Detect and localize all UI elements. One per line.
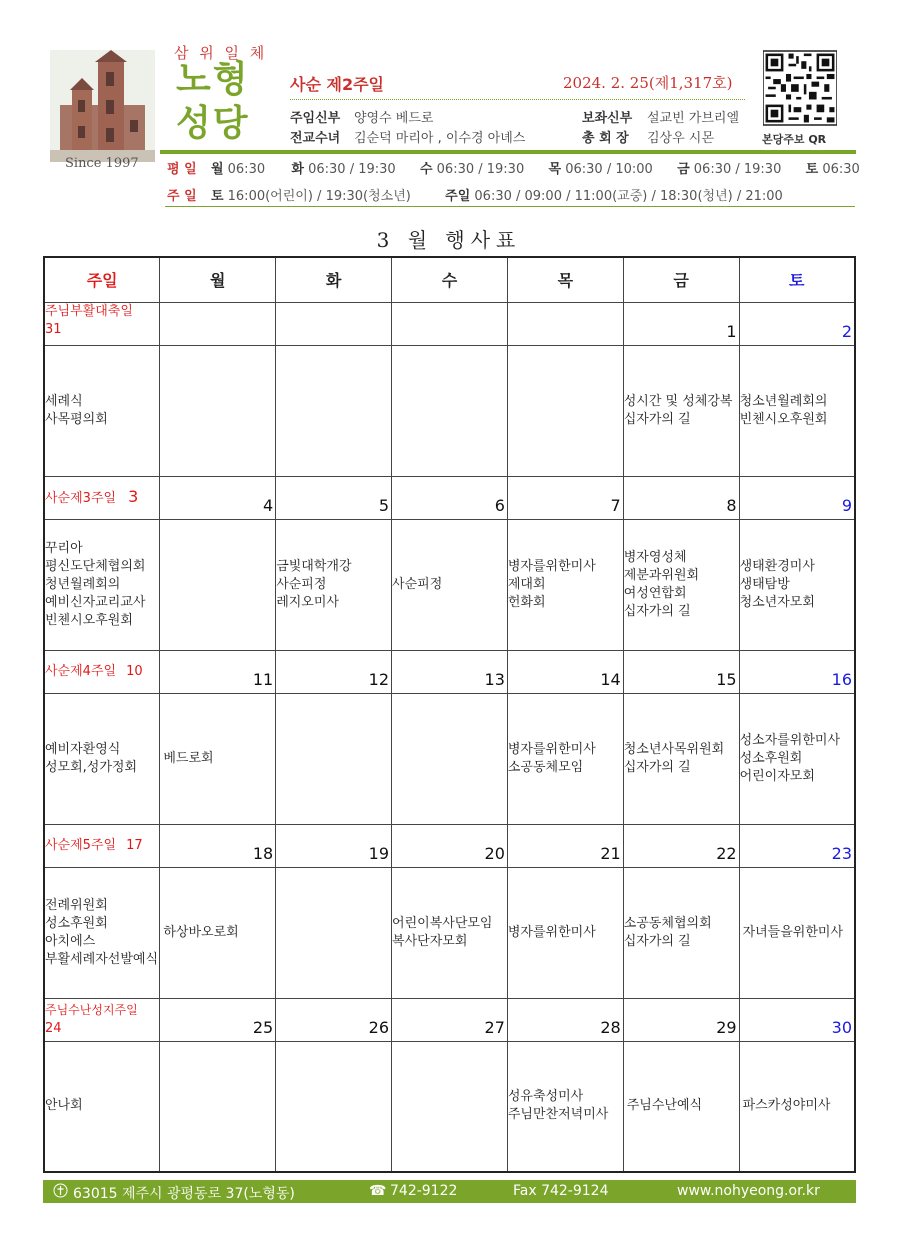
thursday-date-cell: 21 <box>507 824 623 867</box>
wednesday-events-cell <box>392 1041 508 1172</box>
monday-date-cell <box>160 302 276 345</box>
event-item: 병자를위한미사 <box>507 924 596 940</box>
sunday-date-number: 10 <box>126 663 143 679</box>
friday-date-cell: 1 <box>623 302 739 345</box>
dotted-divider <box>290 99 745 100</box>
mass-day: 토 <box>805 162 819 177</box>
sunday-date-cell <box>44 824 160 867</box>
sunday-date-cell <box>44 650 160 693</box>
saturday-date-cell: 2 <box>739 302 855 345</box>
event-item: 자녀들을위한미사 <box>742 924 844 940</box>
mass-time: 06:30 <box>227 162 266 177</box>
friday-events-cell <box>623 867 739 998</box>
weekday-mass-times <box>167 158 860 177</box>
wednesday-events-cell <box>392 519 508 650</box>
wednesday-date-cell: 6 <box>392 476 508 519</box>
sunday-liturgy-label <box>45 663 159 681</box>
monday-date-cell: 25 <box>160 998 276 1041</box>
tuesday-date-cell <box>276 302 392 345</box>
tuesday-date-cell: 12 <box>276 650 392 693</box>
assistant-name: 설교빈 가브리엘 <box>647 111 740 126</box>
mass-time: 06:30 / 19:30 <box>308 162 396 177</box>
sunday-events-cell <box>44 345 160 476</box>
pastor-label: 주임신부 <box>290 111 341 126</box>
mass-time: 06:30 <box>822 162 860 177</box>
event-item: 병자를위한미사 <box>507 741 596 757</box>
event-item: 소공동체모임 <box>507 759 584 775</box>
mass-day: 화 <box>291 162 304 177</box>
tuesday-events-cell <box>276 693 392 824</box>
event-item: 제대회 <box>507 576 546 592</box>
event-item: 하상바오로회 <box>163 924 239 940</box>
event-item: 병자영성체 <box>623 549 687 565</box>
event-item: 꾸리아 <box>45 540 83 556</box>
friday-events-cell <box>623 693 739 824</box>
thursday-events-cell <box>507 693 623 824</box>
tuesday-date-cell: 26 <box>276 998 392 1041</box>
sunday-liturgy-label <box>45 1001 159 1038</box>
saturday-events-cell <box>739 345 855 476</box>
header-monday: 월 <box>160 257 276 302</box>
monday-date-cell: 4 <box>160 476 276 519</box>
calendar-body <box>44 302 855 1172</box>
calendar-date-row <box>44 476 855 519</box>
mass-day: 금 <box>677 162 690 177</box>
sunday-liturgy-label <box>45 837 159 855</box>
calendar-date-row <box>44 302 855 345</box>
mass-time: 06:30 / 09:00 / 11:00(교중) / 18:30(청년) / 21:00 <box>474 189 783 204</box>
saturday-events-cell <box>739 1041 855 1172</box>
thursday-date-cell: 28 <box>507 998 623 1041</box>
page-title: 3 월 행사표 <box>376 228 522 252</box>
tuesday-events-cell <box>276 1041 392 1172</box>
header-friday: 금 <box>623 257 739 302</box>
event-item: 병자를위한미사 <box>507 558 596 574</box>
header-sunday: 주일 <box>44 257 160 302</box>
sunday-date-cell <box>44 998 160 1041</box>
event-item: 부활세례자선발예식 <box>45 951 159 967</box>
mass-day: 월 <box>210 162 224 177</box>
mass-day: 수 <box>419 162 433 177</box>
calendar-date-row <box>44 650 855 693</box>
thursday-date-cell: 14 <box>507 650 623 693</box>
sunday-liturgy-label <box>45 303 159 339</box>
mass-time: 06:30 / 19:30 <box>436 162 525 177</box>
event-item: 생태탐방 <box>739 576 790 592</box>
event-item: 주님수난예식 <box>626 1098 703 1114</box>
event-item: 베드로회 <box>163 750 214 766</box>
since-year: Since 1997 <box>65 156 139 171</box>
calendar-events-row <box>44 693 855 824</box>
liturgical-week: 사순 제2주일 <box>290 75 384 94</box>
event-item: 십자가의 길 <box>623 411 691 427</box>
pastor-name: 양영수 베드로 <box>354 111 434 126</box>
event-item: 생태환경미사 <box>739 558 815 574</box>
sunday-events-cell <box>44 867 160 998</box>
event-item: 성유축성미사 <box>507 1089 584 1105</box>
event-item: 십자가의 길 <box>623 603 691 619</box>
mass-time: 16:00(어린이) / 19:30(청소년) <box>227 189 411 204</box>
mass-time: 06:30 / 10:00 <box>565 162 653 177</box>
phone-icon: ☎ <box>369 1183 387 1199</box>
monday-date-cell: 11 <box>160 650 276 693</box>
sunday-liturgy-name: 사순제4주일 <box>45 663 117 679</box>
wednesday-events-cell <box>392 867 508 998</box>
header-tuesday: 화 <box>276 257 392 302</box>
event-item: 빈첸시오후원회 <box>45 612 133 628</box>
event-item: 예비자환영식 <box>45 741 121 757</box>
calendar-events-row <box>44 1041 855 1172</box>
event-item: 성시간 및 성체강복 <box>623 393 733 409</box>
event-item: 청소년월례회의 <box>739 393 828 409</box>
wednesday-date-cell: 13 <box>392 650 508 693</box>
saturday-date-cell: 9 <box>739 476 855 519</box>
event-item: 청소년사목위원회 <box>623 741 725 757</box>
saturday-date-cell: 30 <box>739 998 855 1041</box>
wednesday-events-cell <box>392 345 508 476</box>
event-item: 세례식 <box>45 393 83 409</box>
tuesday-events-cell <box>276 867 392 998</box>
wednesday-events-cell <box>392 693 508 824</box>
mass-time: 06:30 / 19:30 <box>693 162 782 177</box>
president-name: 김상우 시몬 <box>647 131 714 146</box>
monday-events-cell <box>160 867 276 998</box>
friday-date-cell: 8 <box>623 476 739 519</box>
header-wednesday: 수 <box>392 257 508 302</box>
sisters-label: 전교수녀 <box>290 131 341 146</box>
header-divider <box>160 150 856 154</box>
sunday-liturgy-name: 사순제5주일 <box>45 837 117 853</box>
sunday-date-number: 17 <box>126 837 143 853</box>
event-item: 사목평의회 <box>45 411 108 427</box>
mass-divider <box>165 206 855 207</box>
monday-date-cell: 18 <box>160 824 276 867</box>
monday-events-cell <box>160 1041 276 1172</box>
parish-name-line2: 성당 <box>176 103 250 144</box>
friday-date-cell: 15 <box>623 650 739 693</box>
friday-events-cell <box>623 345 739 476</box>
trinity-slogan: 삼 위 일 체 <box>174 44 268 62</box>
tuesday-date-cell: 19 <box>276 824 392 867</box>
mass-day: 토 <box>210 189 224 204</box>
event-item: 성소자를위한미사 <box>739 732 841 748</box>
event-item: 제분과위원회 <box>623 567 700 583</box>
sunday-date-number: 3 <box>128 486 139 506</box>
tuesday-events-cell <box>276 519 392 650</box>
friday-events-cell <box>623 519 739 650</box>
saturday-events-cell <box>739 519 855 650</box>
friday-date-cell: 22 <box>623 824 739 867</box>
tuesday-events-cell <box>276 345 392 476</box>
sunday-liturgy-name: 사순제3주일 <box>45 490 117 506</box>
friday-date-cell: 29 <box>623 998 739 1041</box>
event-item: 성모회,성가정회 <box>45 759 138 775</box>
thursday-date-cell <box>507 302 623 345</box>
sunday-liturgy-label <box>45 488 159 508</box>
church-building-logo <box>50 50 155 162</box>
event-item: 청소년자모회 <box>739 594 815 610</box>
event-item: 예비신자교리교사 <box>45 594 146 610</box>
event-item: 성소후원회 <box>45 915 108 931</box>
sunday-date-cell <box>44 476 160 519</box>
event-item: 헌화회 <box>507 594 546 610</box>
sunday-liturgy-name: 주님수난성지주일 <box>45 1003 138 1017</box>
calendar-table <box>43 256 856 1173</box>
thursday-date-cell: 7 <box>507 476 623 519</box>
qr-code-icon[interactable] <box>763 50 837 126</box>
thursday-events-cell <box>507 519 623 650</box>
calendar-events-row <box>44 345 855 476</box>
sisters-name: 김순덕 마리아 , 이수경 아녜스 <box>354 131 526 146</box>
event-item: 레지오미사 <box>276 594 339 610</box>
qr-label: 본당주보 QR <box>762 133 827 146</box>
president-label: 총 회 장 <box>582 131 629 146</box>
event-item: 사순피정 <box>392 576 443 592</box>
sunday-date-cell <box>44 302 160 345</box>
event-item: 파스카성야미사 <box>742 1098 831 1114</box>
event-item: 여성연합회 <box>623 585 687 601</box>
sunday-mass-label: 주 일 <box>167 189 197 204</box>
sunday-date-number: 31 <box>45 321 62 337</box>
event-item: 성소후원회 <box>739 750 803 766</box>
monday-events-cell <box>160 519 276 650</box>
monday-events-cell <box>160 693 276 824</box>
sunday-events-cell <box>44 693 160 824</box>
event-item: 전례위원회 <box>45 897 108 913</box>
thursday-events-cell <box>507 345 623 476</box>
sunday-mass-times <box>167 185 783 204</box>
event-item: 어린이자모회 <box>739 768 815 784</box>
event-item: 복사단자모회 <box>392 933 468 949</box>
event-item: 소공동체협의회 <box>623 915 712 931</box>
saturday-date-cell: 16 <box>739 650 855 693</box>
event-item: 평신도단체협의회 <box>45 558 146 574</box>
sunday-events-cell <box>44 519 160 650</box>
saturday-events-cell <box>739 867 855 998</box>
parish-name-line1: 노형 <box>176 59 250 100</box>
event-item: 십자가의 길 <box>623 759 691 775</box>
saturday-date-cell: 23 <box>739 824 855 867</box>
tuesday-date-cell: 5 <box>276 476 392 519</box>
footer-bar <box>43 1180 856 1203</box>
header-saturday: 토 <box>739 257 855 302</box>
catholic-emblem-icon <box>53 1183 68 1200</box>
calendar-events-row <box>44 519 855 650</box>
mass-day: 목 <box>548 162 562 177</box>
header-thursday: 목 <box>507 257 623 302</box>
event-item: 청년월례회의 <box>45 576 121 592</box>
thursday-events-cell <box>507 1041 623 1172</box>
event-item: 금빛대학개강 <box>276 558 352 574</box>
footer-website[interactable]: www.nohyeong.or.kr <box>677 1183 820 1199</box>
calendar-events-row <box>44 867 855 998</box>
calendar-header-row <box>44 257 855 302</box>
event-item: 안나회 <box>45 1098 83 1114</box>
friday-events-cell <box>623 1041 739 1172</box>
footer-fax: Fax 742-9124 <box>513 1183 609 1199</box>
event-item: 십자가의 길 <box>623 933 691 949</box>
monday-events-cell <box>160 345 276 476</box>
wednesday-date-cell <box>392 302 508 345</box>
event-item: 사순피정 <box>276 576 327 592</box>
footer-phone: 742-9122 <box>390 1183 458 1199</box>
issue-date: 2024. 2. 25(제1,317호) <box>563 74 733 92</box>
assistant-label: 보좌신부 <box>582 111 633 126</box>
sunday-liturgy-name: 주님부활대축일 <box>45 303 133 319</box>
sunday-events-cell <box>44 1041 160 1172</box>
weekday-mass-label: 평 일 <box>167 162 197 177</box>
footer-address: 63015 제주시 광평동로 37(노형동) <box>73 1186 295 1202</box>
saturday-events-cell <box>739 693 855 824</box>
mass-day: 주일 <box>445 189 471 204</box>
wednesday-date-cell: 20 <box>392 824 508 867</box>
calendar-date-row <box>44 824 855 867</box>
sunday-date-number: 24 <box>45 1021 62 1036</box>
wednesday-date-cell: 27 <box>392 998 508 1041</box>
event-item: 어린이복사단모임 <box>392 915 493 931</box>
event-item: 아치에스 <box>45 933 96 949</box>
event-item: 주님만찬저녁미사 <box>507 1107 609 1123</box>
calendar-date-row <box>44 998 855 1041</box>
thursday-events-cell <box>507 867 623 998</box>
event-item: 빈첸시오후원회 <box>739 411 828 427</box>
